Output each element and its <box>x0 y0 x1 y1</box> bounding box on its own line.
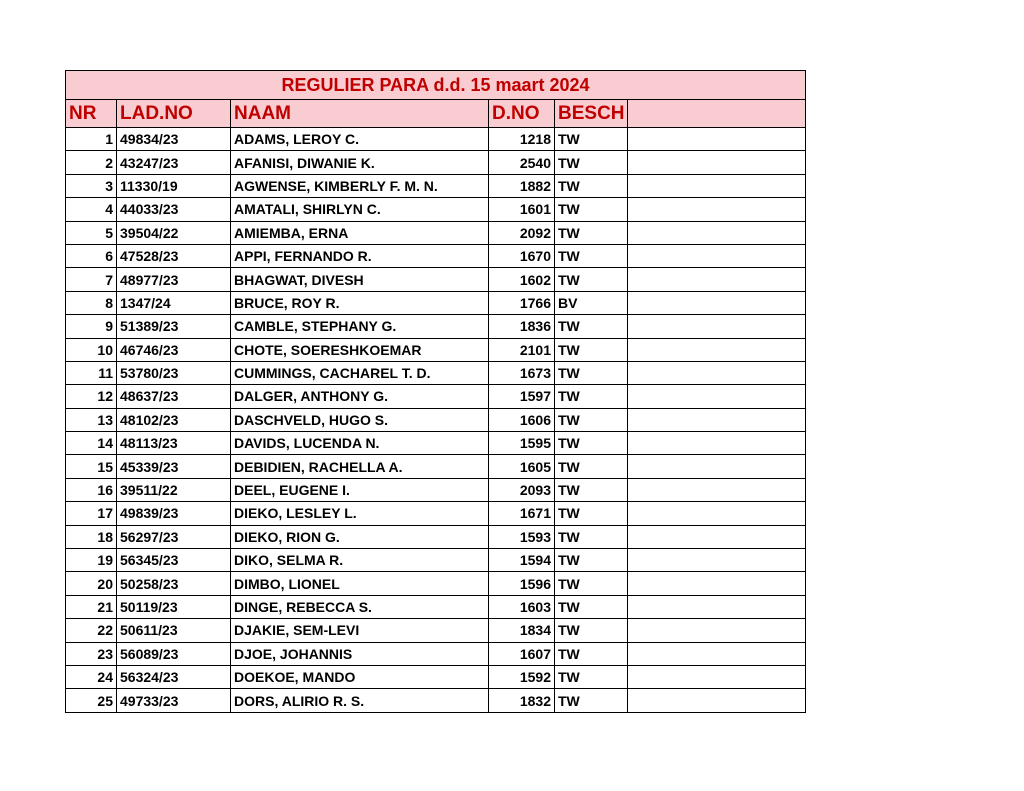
cell-naam: DIEKO, RION G. <box>231 525 489 548</box>
cell-nr: 14 <box>66 432 117 455</box>
cell-naam: BHAGWAT, DIVESH <box>231 268 489 291</box>
cell-lad-no: 50258/23 <box>117 572 231 595</box>
cell-d-no: 1834 <box>489 619 555 642</box>
cell-lad-no: 56297/23 <box>117 525 231 548</box>
cell-naam: APPI, FERNANDO R. <box>231 244 489 267</box>
cell-blank <box>628 432 806 455</box>
cell-naam: AMATALI, SHIRLYN C. <box>231 198 489 221</box>
cell-naam: BRUCE, ROY R. <box>231 291 489 314</box>
cell-nr: 6 <box>66 244 117 267</box>
cell-d-no: 1670 <box>489 244 555 267</box>
cell-lad-no: 56345/23 <box>117 549 231 572</box>
cell-besch: TW <box>555 549 628 572</box>
cell-besch: TW <box>555 502 628 525</box>
cell-naam: AGWENSE, KIMBERLY F. M. N. <box>231 174 489 197</box>
cell-besch: TW <box>555 455 628 478</box>
header-besch: BESCH <box>555 100 628 128</box>
cell-lad-no: 39504/22 <box>117 221 231 244</box>
cell-nr: 17 <box>66 502 117 525</box>
cell-naam: CUMMINGS, CACHAREL T. D. <box>231 361 489 384</box>
cell-d-no: 2093 <box>489 478 555 501</box>
table-row <box>66 665 806 688</box>
cell-nr: 15 <box>66 455 117 478</box>
cell-nr: 16 <box>66 478 117 501</box>
cell-d-no: 1882 <box>489 174 555 197</box>
cell-besch: TW <box>555 361 628 384</box>
cell-d-no: 1673 <box>489 361 555 384</box>
cell-blank <box>628 502 806 525</box>
cell-nr: 12 <box>66 385 117 408</box>
cell-nr: 7 <box>66 268 117 291</box>
cell-d-no: 1832 <box>489 689 555 712</box>
cell-besch: TW <box>555 221 628 244</box>
cell-besch: TW <box>555 572 628 595</box>
cell-besch: TW <box>555 244 628 267</box>
table-row <box>66 385 806 408</box>
cell-lad-no: 49733/23 <box>117 689 231 712</box>
table-row <box>66 642 806 665</box>
cell-nr: 21 <box>66 595 117 618</box>
cell-nr: 13 <box>66 408 117 431</box>
cell-lad-no: 50611/23 <box>117 619 231 642</box>
table-row <box>66 268 806 291</box>
cell-nr: 23 <box>66 642 117 665</box>
cell-blank <box>628 315 806 338</box>
cell-naam: DINGE, REBECCA S. <box>231 595 489 618</box>
cell-naam: DJOE, JOHANNIS <box>231 642 489 665</box>
cell-blank <box>628 619 806 642</box>
cell-blank <box>628 595 806 618</box>
cell-lad-no: 56089/23 <box>117 642 231 665</box>
table-row <box>66 478 806 501</box>
cell-naam: DAVIDS, LUCENDA N. <box>231 432 489 455</box>
cell-naam: DALGER, ANTHONY G. <box>231 385 489 408</box>
cell-blank <box>628 408 806 431</box>
cell-blank <box>628 128 806 151</box>
cell-d-no: 1606 <box>489 408 555 431</box>
cell-blank <box>628 525 806 548</box>
table-row <box>66 619 806 642</box>
cell-nr: 22 <box>66 619 117 642</box>
cell-blank <box>628 572 806 595</box>
cell-blank <box>628 642 806 665</box>
cell-lad-no: 39511/22 <box>117 478 231 501</box>
cell-besch: TW <box>555 385 628 408</box>
cell-blank <box>628 385 806 408</box>
cell-besch: TW <box>555 151 628 174</box>
table-row <box>66 455 806 478</box>
header-nr: NR <box>66 100 117 128</box>
cell-nr: 3 <box>66 174 117 197</box>
cell-blank <box>628 268 806 291</box>
cell-naam: DEEL, EUGENE I. <box>231 478 489 501</box>
cell-lad-no: 48102/23 <box>117 408 231 431</box>
cell-besch: TW <box>555 619 628 642</box>
table-row <box>66 502 806 525</box>
table-row <box>66 244 806 267</box>
cell-lad-no: 11330/19 <box>117 174 231 197</box>
data-table <box>65 70 806 713</box>
header-blank <box>628 100 806 128</box>
cell-blank <box>628 455 806 478</box>
cell-blank <box>628 338 806 361</box>
cell-blank <box>628 549 806 572</box>
cell-d-no: 1766 <box>489 291 555 314</box>
cell-besch: TW <box>555 174 628 197</box>
cell-blank <box>628 244 806 267</box>
cell-naam: DOEKOE, MANDO <box>231 665 489 688</box>
table-row <box>66 291 806 314</box>
cell-lad-no: 44033/23 <box>117 198 231 221</box>
cell-d-no: 1593 <box>489 525 555 548</box>
header-naam: NAAM <box>231 100 489 128</box>
cell-besch: BV <box>555 291 628 314</box>
cell-besch: TW <box>555 525 628 548</box>
cell-nr: 10 <box>66 338 117 361</box>
table-row <box>66 338 806 361</box>
cell-d-no: 1597 <box>489 385 555 408</box>
cell-blank <box>628 291 806 314</box>
cell-lad-no: 50119/23 <box>117 595 231 618</box>
cell-lad-no: 53780/23 <box>117 361 231 384</box>
cell-d-no: 1836 <box>489 315 555 338</box>
table-row <box>66 315 806 338</box>
cell-d-no: 1603 <box>489 595 555 618</box>
cell-lad-no: 46746/23 <box>117 338 231 361</box>
cell-blank <box>628 198 806 221</box>
cell-lad-no: 48637/23 <box>117 385 231 408</box>
cell-blank <box>628 151 806 174</box>
cell-naam: AMIEMBA, ERNA <box>231 221 489 244</box>
cell-besch: TW <box>555 408 628 431</box>
cell-naam: CHOTE, SOERESHKOEMAR <box>231 338 489 361</box>
cell-nr: 24 <box>66 665 117 688</box>
cell-d-no: 1592 <box>489 665 555 688</box>
cell-d-no: 1594 <box>489 549 555 572</box>
table-row <box>66 151 806 174</box>
cell-d-no: 2092 <box>489 221 555 244</box>
cell-blank <box>628 174 806 197</box>
cell-lad-no: 45339/23 <box>117 455 231 478</box>
sheet-title: REGULIER PARA d.d. 15 maart 2024 <box>66 71 806 100</box>
cell-d-no: 1601 <box>489 198 555 221</box>
table-row <box>66 128 806 151</box>
cell-besch: TW <box>555 128 628 151</box>
table-row <box>66 432 806 455</box>
header-lad-no: LAD.NO <box>117 100 231 128</box>
cell-blank <box>628 689 806 712</box>
cell-besch: TW <box>555 689 628 712</box>
cell-naam: AFANISI, DIWANIE K. <box>231 151 489 174</box>
cell-besch: TW <box>555 268 628 291</box>
cell-besch: TW <box>555 338 628 361</box>
header-row <box>66 100 806 128</box>
table-row <box>66 525 806 548</box>
cell-naam: DIKO, SELMA R. <box>231 549 489 572</box>
cell-naam: DASCHVELD, HUGO S. <box>231 408 489 431</box>
cell-lad-no: 48113/23 <box>117 432 231 455</box>
cell-d-no: 2540 <box>489 151 555 174</box>
cell-blank <box>628 221 806 244</box>
cell-naam: DJAKIE, SEM-LEVI <box>231 619 489 642</box>
table-row <box>66 549 806 572</box>
cell-d-no: 2101 <box>489 338 555 361</box>
cell-besch: TW <box>555 478 628 501</box>
cell-besch: TW <box>555 315 628 338</box>
cell-d-no: 1595 <box>489 432 555 455</box>
cell-lad-no: 51389/23 <box>117 315 231 338</box>
cell-nr: 9 <box>66 315 117 338</box>
cell-blank <box>628 361 806 384</box>
cell-nr: 11 <box>66 361 117 384</box>
cell-naam: CAMBLE, STEPHANY G. <box>231 315 489 338</box>
cell-d-no: 1671 <box>489 502 555 525</box>
table-row <box>66 174 806 197</box>
cell-nr: 2 <box>66 151 117 174</box>
header-d-no: D.NO <box>489 100 555 128</box>
cell-nr: 19 <box>66 549 117 572</box>
cell-lad-no: 43247/23 <box>117 151 231 174</box>
cell-d-no: 1607 <box>489 642 555 665</box>
cell-d-no: 1605 <box>489 455 555 478</box>
cell-lad-no: 1347/24 <box>117 291 231 314</box>
cell-blank <box>628 478 806 501</box>
cell-besch: TW <box>555 665 628 688</box>
cell-lad-no: 56324/23 <box>117 665 231 688</box>
table-row <box>66 221 806 244</box>
cell-nr: 4 <box>66 198 117 221</box>
table-row <box>66 572 806 595</box>
cell-nr: 25 <box>66 689 117 712</box>
cell-naam: ADAMS, LEROY C. <box>231 128 489 151</box>
title-row <box>66 71 806 100</box>
cell-besch: TW <box>555 432 628 455</box>
cell-naam: DIEKO, LESLEY L. <box>231 502 489 525</box>
cell-besch: TW <box>555 642 628 665</box>
cell-nr: 5 <box>66 221 117 244</box>
cell-d-no: 1602 <box>489 268 555 291</box>
cell-besch: TW <box>555 595 628 618</box>
cell-nr: 1 <box>66 128 117 151</box>
cell-nr: 20 <box>66 572 117 595</box>
table-row <box>66 689 806 712</box>
table-row <box>66 198 806 221</box>
cell-nr: 18 <box>66 525 117 548</box>
cell-d-no: 1218 <box>489 128 555 151</box>
table-row <box>66 595 806 618</box>
cell-naam: DEBIDIEN, RACHELLA A. <box>231 455 489 478</box>
cell-lad-no: 49839/23 <box>117 502 231 525</box>
cell-nr: 8 <box>66 291 117 314</box>
cell-lad-no: 49834/23 <box>117 128 231 151</box>
cell-besch: TW <box>555 198 628 221</box>
cell-naam: DIMBO, LIONEL <box>231 572 489 595</box>
cell-lad-no: 47528/23 <box>117 244 231 267</box>
cell-d-no: 1596 <box>489 572 555 595</box>
table-row <box>66 361 806 384</box>
cell-lad-no: 48977/23 <box>117 268 231 291</box>
cell-blank <box>628 665 806 688</box>
table-row <box>66 408 806 431</box>
cell-naam: DORS, ALIRIO R. S. <box>231 689 489 712</box>
